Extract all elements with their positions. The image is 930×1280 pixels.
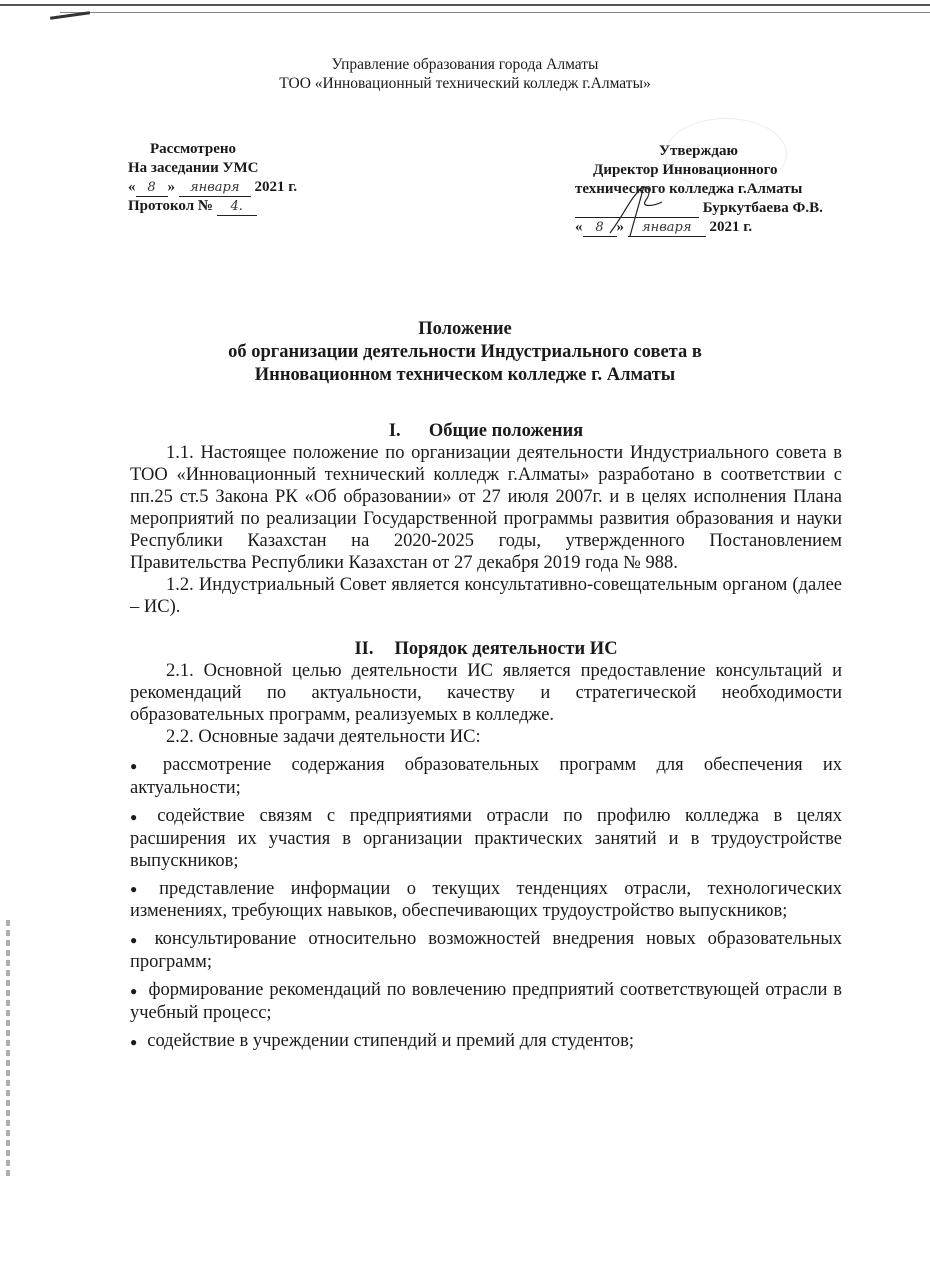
bullet-icon: ● <box>130 1034 138 1049</box>
scan-edge-line <box>60 12 930 13</box>
approval-left-title: Рассмотрено <box>150 141 236 157</box>
signature <box>600 178 680 238</box>
handwritten-month: января <box>628 220 706 237</box>
list-item: ● формирование рекомендаций по вовлечению предприятий соответствующей отрасли в учебный процесс; <box>130 980 843 1023</box>
handwritten-month: января <box>179 180 251 197</box>
list-item: ● содействие связям с предприятиями отрасли по профилю колледжа в целях расширения их участия в организации практических занятий и в трудоустройстве выпускников; <box>130 805 843 871</box>
approval-left <box>128 140 297 216</box>
bullet-icon: ● <box>130 882 150 897</box>
title-line-2: об организации деятельности Индустриального совета в <box>228 342 702 362</box>
header-line-2: ТОО «Инновационный технический колледж г.Алматы» <box>279 75 651 92</box>
approval-right-line2: технического колледжа г.Алматы <box>575 181 803 197</box>
approval-left-protocol <box>128 197 297 216</box>
section-1-heading <box>130 420 842 442</box>
scan-edge-left <box>6 920 10 1180</box>
section-2-number: II. <box>354 639 374 659</box>
org-header <box>0 55 930 93</box>
document-body <box>130 420 842 1053</box>
handwritten-protocol-number: 4. <box>217 199 257 216</box>
protocol-label: Протокол № <box>128 198 213 214</box>
approval-right-line1: Директор Инновационного <box>593 162 778 178</box>
approval-left-year: 2021 г. <box>254 179 298 195</box>
approval-left-date: « 8 » января 2021 г. <box>128 179 298 195</box>
header-line-1: Управление образования города Алматы <box>331 56 599 73</box>
handwritten-day: 8 <box>583 220 617 237</box>
document-title <box>0 318 930 387</box>
bullet-icon: ● <box>130 933 145 947</box>
paragraph-2-1: 2.1. Основной целью деятельности ИС является предоставление консультаций и рекомендаций по актуальности, качеству и стратегической необходимости образовательных программ, реализуемых в колледже. <box>130 661 842 725</box>
section-1-title: Общие положения <box>428 421 584 441</box>
list-item: ● консультирование относительно возможностей внедрения новых образовательных программ; <box>130 929 843 972</box>
director-name: Буркутбаева Ф.В. <box>702 200 823 216</box>
section-2-title: Порядок деятельности ИС <box>394 639 618 659</box>
bullet-icon: ● <box>130 758 153 773</box>
paragraph-1-2: 1.2. Индустриальный Совет является консультативно-совещательным органом (далее – ИС). <box>130 575 842 617</box>
bullet-icon: ● <box>130 809 148 824</box>
list-item: ● представление информации о текущих тенденциях отрасли, технологических изменениях, требующих навыков, обеспечивающих трудоустройство выпускников; <box>130 878 842 922</box>
paragraph-1-1: 1.1. Настоящее положение по организации деятельности Индустриального совета в ТОО «Инновационный технический колледж г.Алматы» разработано в соответствии с пп.25 ст.5 Закона РК «Об образовании» от 27 июля 2007г. и в целях исполнения Плана мероприятий по реализации Государственной программы развития образования и науки Республики Казахстан на 2020-2025 годы, утвержденного Постановлением Правительства Республики Казахстан от 27 декабря 2019 года № 988. <box>130 443 842 573</box>
title-line-1: Положение <box>418 319 512 339</box>
approval-right-year: 2021 г. <box>709 219 753 235</box>
handwritten-day: 8 <box>136 180 168 197</box>
paragraph-2-2: 2.2. Основные задачи деятельности ИС: <box>166 727 481 747</box>
approval-right-date: « 8 » января 2021 г. <box>575 219 753 235</box>
bullet-icon: ● <box>130 983 139 998</box>
title-line-3: Инновационном техническом колледже г. Алматы <box>254 365 676 385</box>
list-item: ● рассмотрение содержания образовательных программ для обеспечения их актуальности; <box>130 755 842 798</box>
scan-edge-top <box>0 4 930 6</box>
list-item: ● содействие в учреждении стипендий и премий для студентов; <box>130 1030 635 1051</box>
section-2-heading <box>130 638 842 660</box>
approval-left-line1: На заседании УМС <box>128 160 259 176</box>
section-1-number: I. <box>388 421 401 441</box>
approval-right-title: Утверждаю <box>659 143 738 159</box>
